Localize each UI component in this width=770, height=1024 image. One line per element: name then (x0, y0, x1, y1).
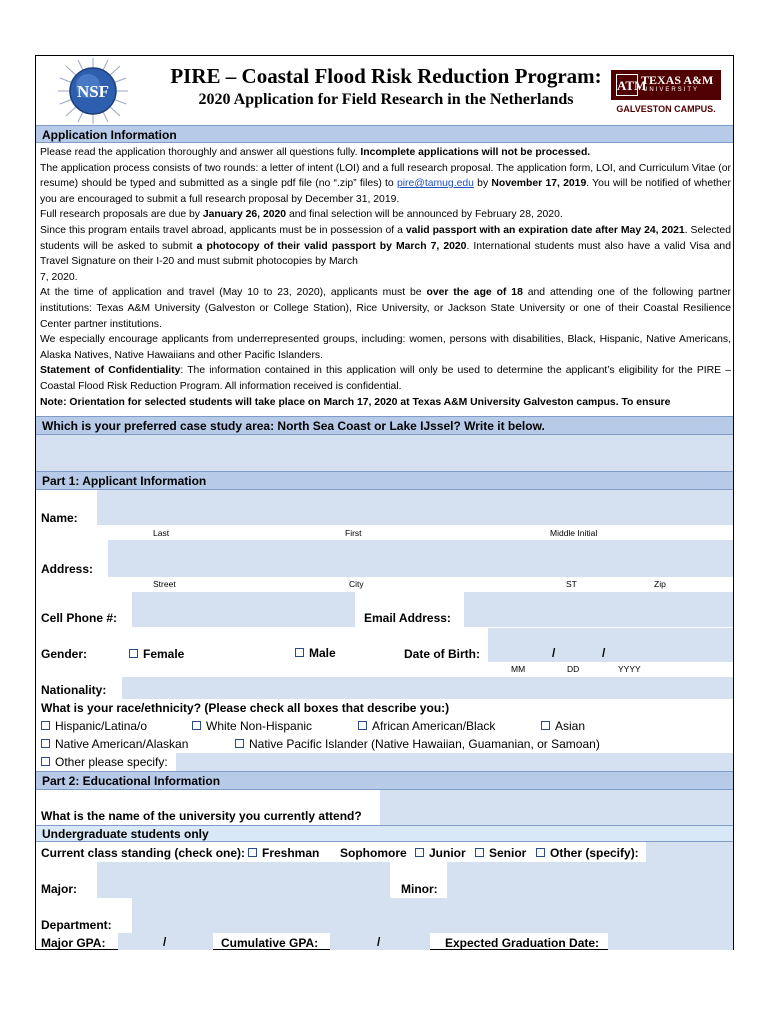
department-label: Department: (41, 918, 112, 932)
address-st-caption: ST (566, 579, 577, 589)
race-option-white[interactable]: White Non-Hispanic (192, 719, 312, 733)
checkbox-native-american[interactable] (41, 739, 50, 748)
class-option-other[interactable]: Other (specify): (536, 846, 639, 860)
checkbox-pacific-islander[interactable] (235, 739, 244, 748)
email-field[interactable] (464, 592, 733, 627)
name-last-caption: Last (153, 528, 170, 538)
checkbox-white[interactable] (192, 721, 201, 730)
address-field[interactable] (108, 540, 733, 577)
name-first-caption: First (345, 528, 362, 538)
major-label: Major: (41, 882, 77, 896)
checkbox-asian[interactable] (541, 721, 550, 730)
race-question: What is your race/ethnicity? (Please check all boxes that describe you:) (41, 701, 450, 715)
cell-phone-field[interactable] (132, 592, 355, 627)
dob-mm-caption: MM (511, 664, 526, 674)
cumulative-gpa-slash: / (377, 935, 381, 949)
dob-label: Date of Birth: (404, 647, 480, 661)
section-header-part2: Part 2: Educational Information (36, 771, 733, 790)
gender-label: Gender: (41, 647, 88, 661)
nsf-logo (58, 58, 128, 124)
section-header-application-info: Application Information (36, 125, 733, 143)
application-instructions: Please read the application thoroughly and answer all questions fully. Incomplete applications will not be processed. The application process consists of two rounds: a letter of intent (LOI) and a full research proposal. The application form, LOI, and Curriculum Vitae (or resume) should be typed and submitted as a single pdf file (no “.zip” files) to pire@tamug.edu by November 17, 2019. You will be notified of whether you are encouraged to submit a full research proposal by December 31, 2019. Full research proposals are due by January 26, 2020 and final selection will be announced by February 28, 2020. Since this program entails travel abroad, applicants must be in possession of a valid passport with an expiration date after May 24, 2021. Selected students will be asked to submit a photocopy of their valid passport by March 7, 2020. International students must also have a valid Visa and Travel Signature on their I-20 and must submit photocopies by March 7, 2020. At the time of application and travel (May 10 to 23, 2020), applicants must be over the age of 18 and attending one of the following partner institutions: Texas A&M University (Galveston or College Station), Rice University, or Jackson State University or one of their Coastal Resilience Center partner institutions. We especially encourage applicants from underrepresented groups, including: women, persons with disabilities, Black, Hispanic, Native Americans, Alaska Natives, Native Hawaiians and other Pacific Islanders. Statement of Confidentiality: The information contained in this application will only be used to determine the applicant’s eligibility for the PIRE – Coastal Flood Risk Reduction Program. All information received is confidential. Note: Orientation for selected students will take place on March 17, 2020 at Texas A&M University Galveston campus. To ensure (40, 147, 732, 408)
gender-female-option[interactable]: Female (129, 647, 184, 661)
expected-graduation-label: Expected Graduation Date: (445, 936, 600, 950)
gender-male-option[interactable]: Male (295, 646, 336, 660)
name-field[interactable] (97, 490, 733, 525)
tamu-galveston-logo: ATM TEXAS A&M UNIVERSITY GALVESTON CAMPUS. (611, 70, 721, 122)
race-option-native-american[interactable]: Native American/Alaskan (41, 737, 188, 751)
university-question: What is the name of the university you currently attend? (41, 809, 362, 823)
address-zip-caption: Zip (654, 579, 666, 589)
checkbox-male[interactable] (295, 648, 304, 657)
checkbox-african-american[interactable] (358, 721, 367, 730)
checkbox-freshman[interactable] (248, 848, 257, 857)
checkbox-other-race[interactable] (41, 757, 50, 766)
case-study-question: Which is your preferred case study area: North Sea Coast or Lake IJssel? Write it below. (36, 416, 733, 435)
race-option-other[interactable]: Other please specify: (41, 755, 168, 769)
race-option-african-american[interactable]: African American/Black (358, 719, 495, 733)
checkbox-junior[interactable] (415, 848, 424, 857)
race-other-field[interactable] (176, 753, 733, 771)
email-label: Email Address: (364, 611, 451, 625)
department-field[interactable] (132, 898, 733, 933)
expected-graduation-field[interactable] (608, 933, 733, 950)
nationality-field[interactable] (122, 677, 733, 699)
cell-phone-label: Cell Phone #: (41, 611, 118, 625)
class-option-senior[interactable]: Senior (475, 846, 526, 860)
class-option-junior[interactable]: Junior (415, 846, 466, 860)
address-street-caption: Street (153, 579, 176, 589)
section-header-part1: Part 1: Applicant Information (36, 471, 733, 490)
university-field[interactable] (380, 790, 733, 825)
address-city-caption: City (349, 579, 364, 589)
major-field[interactable] (97, 862, 390, 898)
minor-field[interactable] (447, 862, 733, 898)
nationality-label: Nationality: (41, 683, 107, 697)
dob-dd-caption: DD (567, 664, 580, 674)
class-standing-label: Current class standing (check one): (41, 846, 246, 860)
submission-email-link[interactable]: pire@tamug.edu (396, 178, 474, 190)
minor-label: Minor: (401, 882, 438, 896)
cumulative-gpa-label: Cumulative GPA: (221, 936, 319, 950)
case-study-answer-field[interactable] (36, 435, 733, 471)
checkbox-other-class[interactable] (536, 848, 545, 857)
checkbox-senior[interactable] (475, 848, 484, 857)
class-option-sophomore[interactable]: Sophomore (340, 846, 407, 860)
checkbox-female[interactable] (129, 649, 138, 658)
major-gpa-label: Major GPA: (41, 936, 106, 950)
application-form (35, 55, 734, 950)
form-title: PIRE – Coastal Flood Risk Reduction Program: (170, 64, 602, 88)
class-option-freshman[interactable]: Freshman (248, 846, 319, 860)
race-option-pacific-islander[interactable]: Native Pacific Islander (Native Hawaiian, Guamanian, or Samoan) (235, 737, 600, 751)
name-label: Name: (41, 511, 78, 525)
svg-text:NSF: NSF (76, 82, 110, 101)
major-gpa-slash: / (163, 935, 167, 949)
undergrad-only-header: Undergraduate students only (36, 825, 733, 842)
checkbox-hispanic[interactable] (41, 721, 50, 730)
dob-slash-1: / (552, 646, 556, 660)
dob-slash-2: / (602, 646, 606, 660)
class-other-field[interactable] (646, 842, 733, 862)
form-subtitle: 2020 Application for Field Research in the Netherlands (198, 91, 574, 108)
address-label: Address: (41, 562, 94, 576)
race-option-hispanic[interactable]: Hispanic/Latina/o (41, 719, 147, 733)
dob-field[interactable] (488, 628, 733, 662)
dob-yyyy-caption: YYYY (618, 664, 641, 674)
name-middle-caption: Middle Initial (550, 528, 598, 538)
race-option-asian[interactable]: Asian (541, 719, 585, 733)
